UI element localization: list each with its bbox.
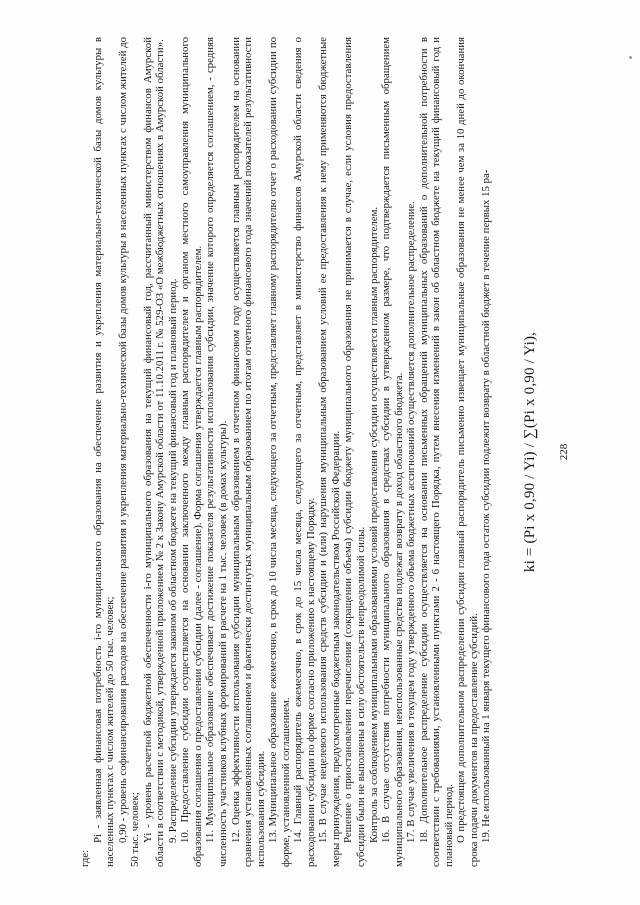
- formula: ki = (Pi x 0,90 / Yi) / ∑(Pi x 0,90 / Yi),: [522, 331, 539, 573]
- paragraph-15: 15. В случае нецелевого использования средств субсидии и (или) нарушения муниципальным образованием условий ее предоставления к нему применяются бюджетные меры принуждения, предусмотренные бюджетным законодательством Российской Федерации.: [317, 37, 342, 867]
- paragraph-18b: О предстоящем дополнительном распределении субсидии главный распорядитель письменно извещает муниципальные образования не менее чем за 10 дней до окончания срока подачи документов на предоставление субсидий.: [455, 37, 480, 867]
- paragraph-11: 11. Муниципальное образование обеспечивает достижение показателя результативности использования субсидии, значение которого определяется соглашением, - средняя численность участников клубных формирований в расчете на 1 тыс. человек (в домах культуры).: [204, 37, 229, 867]
- paragraph-gde: где:: [78, 849, 91, 867]
- paragraph-16: 16. В случае отсутствия потребности муниципального образования в средствах субсидии в утвержденном размере, что подтверждается письменным обращением муниципального образования, неиспользованные средства подлежат возврату в доход областного бюджета.: [380, 37, 405, 867]
- scan-speck: [629, 56, 632, 59]
- paragraph-10: 10. Предоставление субсидии осуществляется на основании заключенного между главным распорядителем и органом местного самоуправления муниципального образования соглашения о предоставлении субсидии (далее - соглашение). Форма соглашения утверждается главным распорядителем.: [179, 37, 204, 867]
- paragraph-9: 9. Распределение субсидии утверждается законом об областном бюджете на текущий финансовый год и плановый период.: [166, 278, 179, 843]
- paragraph-12: 12. Оценка эффективности использования субсидии муниципальным образованием в отчетном финансовом году осуществляется главным распорядителем на основании сравнения установленных соглашением и фактически достигнутых муниципальным образованием по итогам отчетного финансового года значений показателей результативности использования субсидии.: [229, 37, 267, 867]
- paragraph-15b: Решение о приостановлении перечисления (сокращении объема) субсидии бюджету муниципального образования не принимается в случае, если условия предоставления субсидии были не выполнены в силу обстоятельств непреодолимой силы.: [342, 37, 367, 867]
- document-body: [79, 37, 493, 867]
- paragraph-p3: Yi - уровень расчетной бюджетной обеспеченности i-го муниципального образования на текущий финансовый год, рассчитанный министерством финансов Амурской области в соответствии с методикой, утвержденной приложением № 2 к Закону Амурской области от 11.10.2011 г. № 529-ОЗ «О межбюджетных отношениях в Амурской области».: [141, 37, 167, 867]
- paragraph-18: 18. Дополнительное распределение субсидии осуществляется на основании письменных обращений муниципальных образований о дополнительной потребности в соответствии с требованиями, установленными пунктами 2 - 6 настоящего Порядка, путем внесения изменений в закон об областном бюджете на текущий финансовый год и плановый период.: [417, 37, 455, 867]
- paragraph-17: 17. В случае увеличения в текущем году утвержденного объема бюджетных ассигнований осуществляется дополнительное распределение.: [405, 201, 418, 843]
- rotated-content: [78, 37, 571, 867]
- page-number: 228: [558, 443, 571, 461]
- paragraph-p1: Pi - заявленная финансовая потребность i-го муниципального образования на обеспечение развития и укрепления материально-технической базы домов культуры в населенных пунктах с числом жителей до 50 тыс. человек;: [91, 37, 117, 867]
- paragraph-p2: 0,90 - уровень софинансирования расходов на обеспечение развития и укрепления материально-технической базы домов культуры в населенных пунктах с числом жителей до 50 тыс. человек;: [116, 37, 142, 867]
- paragraph-13: 13. Муниципальное образование ежемесячно, в срок до 10 числа месяца, следующего за отчетным, представляет главному распорядителю отчет о расходовании субсидии по форме, установленной соглашением.: [267, 37, 292, 867]
- paragraph-19: 19. Не использованный на 1 января текущего финансового года остаток субсидии подлежит возврату в областной бюджет в течение первых 15 ра-: [480, 169, 493, 843]
- paragraph-15c: Контроль за соблюдением муниципальными образованиями условий предоставления субсидии осуществляется главным распорядителем.: [367, 206, 380, 843]
- paragraph-14: 14. Главный распорядитель ежемесячно, в срок до 15 числа месяца, следующего за отчетным, представляет в министерство финансов Амурской области сведения о расходовании субсидии по форме согласно приложению к настоящему Порядку.: [292, 37, 317, 867]
